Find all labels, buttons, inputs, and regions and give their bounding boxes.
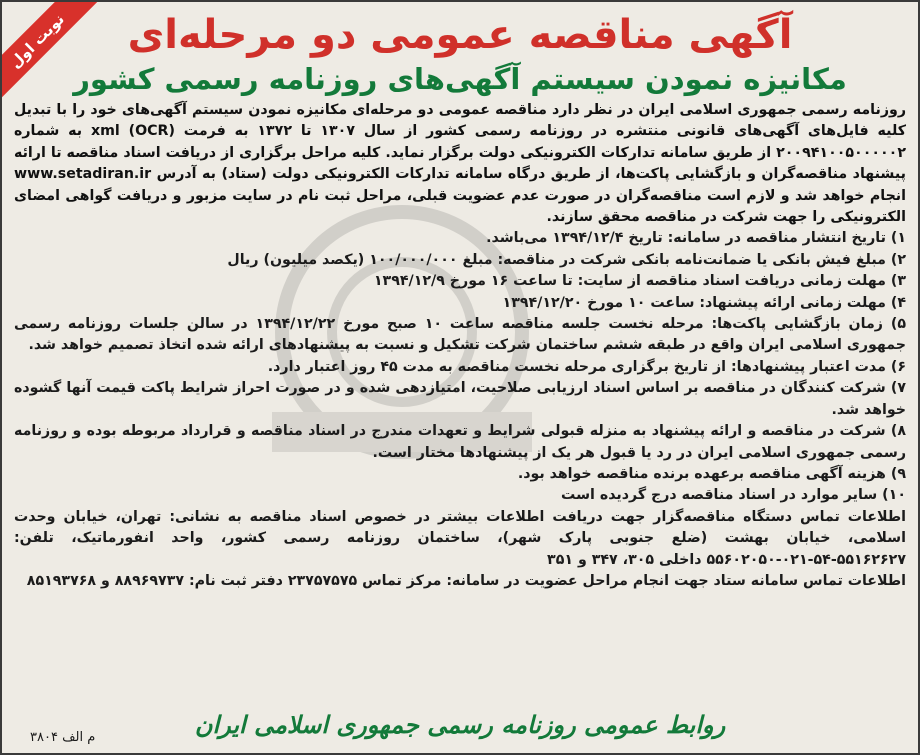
- list-item: ۸) شرکت در مناقصه و ارائه پیشنهاد به منزله قبولی شرایط و تعهدات مندرج در اسناد مناقصه و قرارداد مربوطه بوده و روزنامه رسمی جمهوری اسلامی ایران در رد یا قبول هر یک از پیشنهادها مختار است.: [14, 423, 906, 461]
- list-item: ۳) مهلت زمانی دریافت اسناد مناقصه از سایت: تا ساعت ۱۶ مورخ ۱۳۹۴/۱۲/۹: [373, 273, 906, 290]
- contact-info-setad: اطلاعات تماس سامانه ستاد جهت انجام مراحل عضویت در سامانه: مرکز تماس ۲۳۷۵۷۵۷۵ دفتر ثبت نام: ۸۸۹۶۹۷۳۷ و ۸۵۱۹۳۷۶۸: [26, 572, 906, 589]
- list-item: ۱۰) سایر موارد در اسناد مناقصه درج گردیده است: [561, 487, 906, 504]
- notice-body: [2, 98, 918, 592]
- list-item: ۱) تاریخ انتشار مناقصه در سامانه: تاریخ ۱۳۹۴/۱۲/۴ می‌باشد.: [486, 230, 906, 247]
- intro-text: در نظر دارد مناقصه عمومی دو مرحله‌ای مکانیزه نمودن سیستم آگهی‌های خود را با تبدیل کلیه فایل‌های آگهی‌های قانونی منتشره در روزنامه رسمی کشور از سال ۱۳۰۷ تا ۱۳۷۲ به فرمت xml (OCR) به شماره ۲۰۰۹۴۱۰۰۵۰۰۰۰۰۲ از طریق سامانه تدارکات الکترونیکی دولت برگزار نماید. کلیه مراحل برگزاری از دریافت اسناد مناقصه تا ارائه پیشنهاد مناقصه‌گران و بازگشایی پاکت‌ها، از طریق درگاه سامانه تدارکات الکترونیکی دولت (ستاد) به آدرس www.setadiran.ir انجام خواهد شد و لازم است مناقصه‌گران در صورت عدم عضویت قبلی، مراحل ثبت نام در سایت مزبور و دریافت گواهی امضای الکترونیکی را جهت شرکت در مناقصه محقق سازند.: [14, 102, 906, 226]
- contact-info-tenderer: اطلاعات تماس دستگاه مناقصه‌گزار جهت دریافت اطلاعات بیشتر در خصوص اسناد مناقصه به نشانی: تهران، خیابان وحدت اسلامی، خیابان بهشت (ضلع جنوبی پارک شهر)، ساختمان روزنامه رسمی کشور، واحد انفورماتیک، تلفن: ۵۵۱۶۲۶۲۷-۵۴-۰۲۱-۵۵۶۰۲۰۵۰ داخلی ۳۰۵، ۳۴۷ و ۳۵۱: [14, 508, 906, 568]
- list-item: ۶) مدت اعتبار پیشنهادها: از تاریخ برگزاری مرحله نخست مناقصه به مدت ۴۵ روز اعتبار دارد.: [267, 358, 906, 375]
- notice-subtitle: مکانیزه نمودن سیستم آگهی‌های روزنامه رسمی کشور: [73, 62, 847, 96]
- list-item: ۹) هزینه آگهی مناقصه برعهده برنده مناقصه خواهد بود.: [517, 465, 906, 482]
- list-item: ۷) شرکت کنندگان در مناقصه بر اساس اسناد ارزیابی صلاحیت، امتیازدهی شده و در صورت احراز شرایط پاکت قیمت آنها گشوده خواهد شد.: [14, 380, 906, 418]
- publisher-name: روزنامه رسمی جمهوری اسلامی ایران: [638, 102, 906, 118]
- list-item: ۲) مبلغ فیش بانکی یا ضمانت‌نامه بانکی شرکت در مناقصه: مبلغ ۱۰۰/۰۰۰/۰۰۰ (یکصد میلیون) ریال: [227, 251, 906, 268]
- intro-paragraph: [14, 100, 906, 228]
- list-item: ۴) مهلت زمانی ارائه پیشنهاد: ساعت ۱۰ مورخ ۱۳۹۴/۱۲/۲۰: [502, 294, 906, 311]
- public-relations-signature: روابط عمومی روزنامه رسمی جمهوری اسلامی ایران: [194, 711, 726, 739]
- list-item: ۵) زمان بازگشایی پاکت‌ها: مرحله نخست جلسه مناقصه ساعت ۱۰ صبح مورخ ۱۳۹۴/۱۲/۲۲ در سالن جلسات روزنامه رسمی جمهوری اسلامی ایران واقع در طبقه ششم ساختمان شرکت تشکیل و نسبت به پیشنهادهای ارائه شده اتخاذ تصمیم خواهد شد.: [14, 316, 906, 354]
- footer: [2, 705, 918, 745]
- notice-title: آگهی مناقصه عمومی دو مرحله‌ای: [127, 12, 793, 58]
- first-publication-ribbon: نوبت اول: [0, 0, 101, 105]
- publication-code: م الف ۳۸۰۴: [30, 730, 96, 745]
- conditions-list: [14, 228, 906, 506]
